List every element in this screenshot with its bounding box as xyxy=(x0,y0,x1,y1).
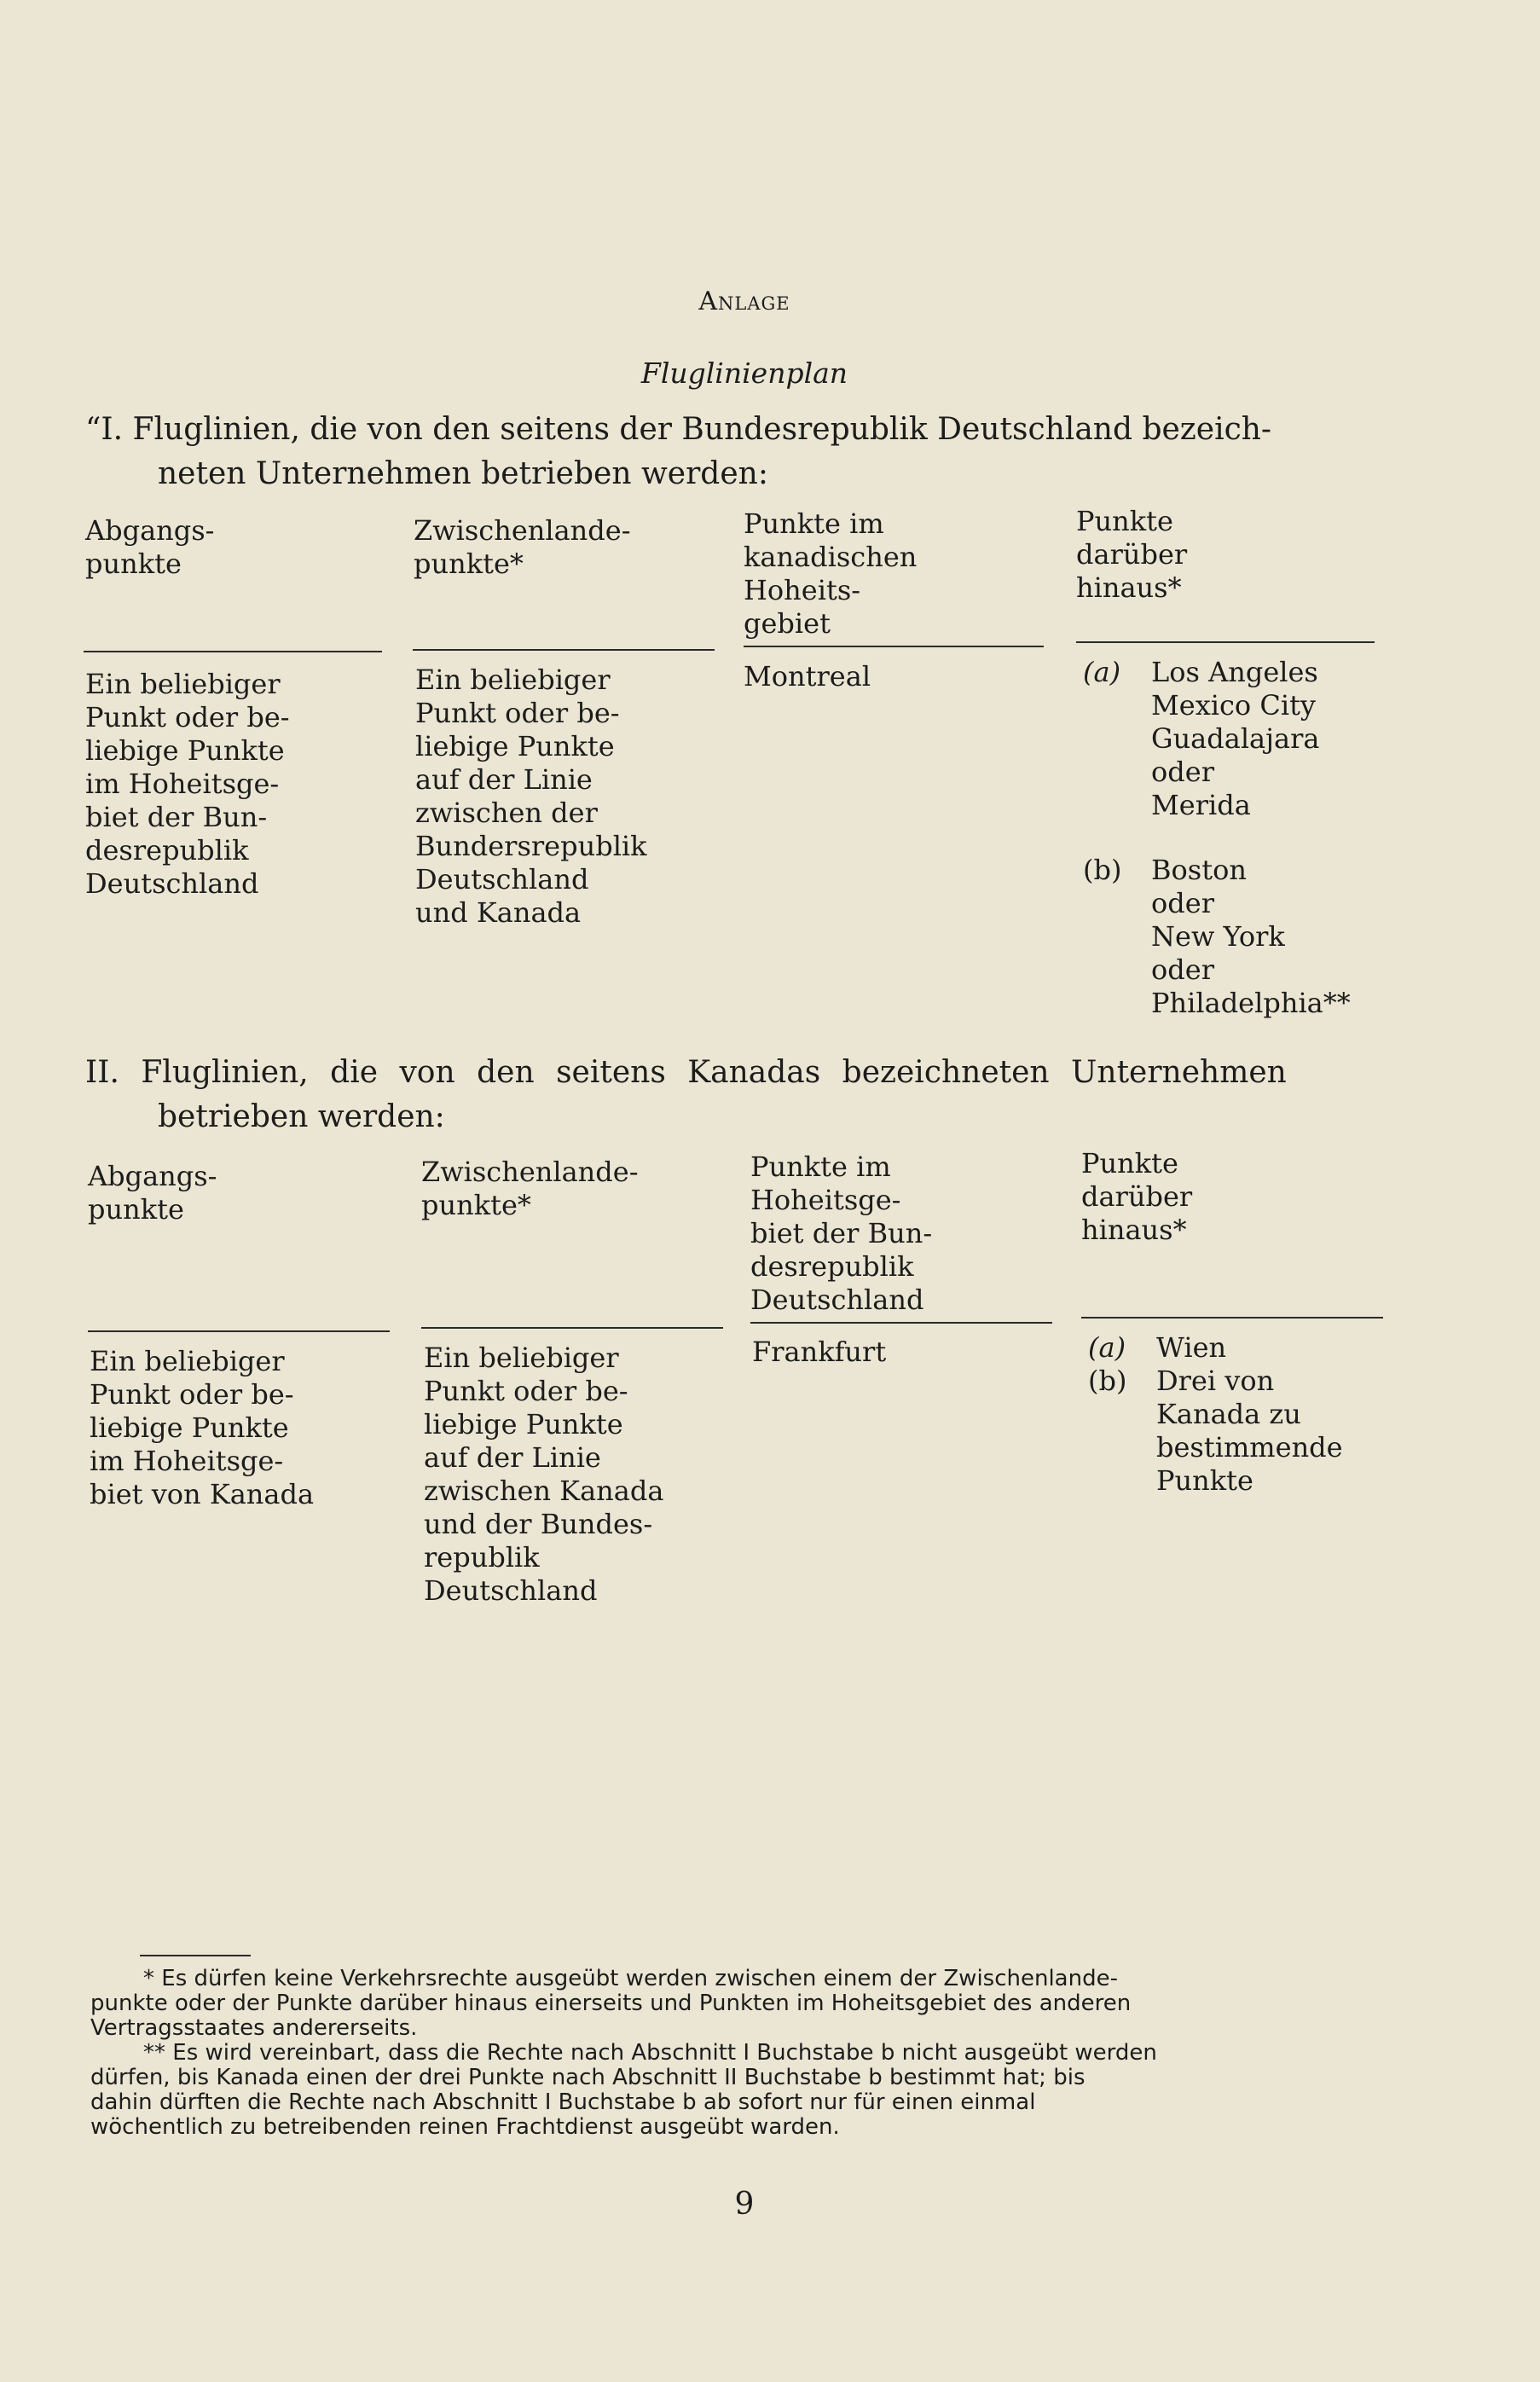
s1-col2-body xyxy=(415,664,647,930)
cell-line: Punkte xyxy=(1156,1464,1253,1497)
s2-col1-body xyxy=(90,1345,314,1511)
s2-column-rule xyxy=(421,1327,723,1329)
s1-col1-body xyxy=(85,668,290,901)
header-line: desrepublik xyxy=(750,1250,914,1283)
route-option-b xyxy=(1088,1365,1343,1498)
s2-col3-body xyxy=(752,1336,886,1369)
cell-line: Boston xyxy=(1151,854,1247,886)
section1-intro xyxy=(85,408,1416,496)
option-label: (a) xyxy=(1083,656,1121,688)
header-line: punkte* xyxy=(414,548,524,580)
footnote-line: punkte oder der Punkte darüber hinaus einerseits und Punkten im Hoheitsgebiet des anderen xyxy=(90,1991,1132,2016)
option-label: (a) xyxy=(1088,1331,1126,1364)
header-line: Punkte xyxy=(1081,1147,1178,1179)
plan-title: Fluglinienplan xyxy=(640,356,848,390)
section2-intro-line: betrieben werden: xyxy=(158,1099,445,1134)
cell-line: Ein beliebiger xyxy=(415,664,611,696)
footnote-line: Vertragsstaates andererseits. xyxy=(90,2015,418,2041)
cell-line: im Hoheitsge- xyxy=(90,1445,284,1477)
cell-line: oder xyxy=(1151,756,1214,788)
header-line: Hoheits- xyxy=(744,574,861,606)
cell-line: Drei von xyxy=(1156,1365,1275,1397)
footnote-line: ** Es wird vereinbart, dass die Rechte nach Abschnitt I Buchstabe b nicht ausgeübt werden xyxy=(143,2040,1157,2066)
cell-line: Frankfurt xyxy=(752,1336,887,1368)
header-line: punkte xyxy=(85,548,182,580)
header-line: punkte xyxy=(88,1193,184,1226)
s2-column-rule xyxy=(88,1330,390,1332)
s2-header-darueber-hinaus xyxy=(1081,1147,1192,1247)
cell-line: biet der Bun- xyxy=(85,801,268,833)
cell-line: New York xyxy=(1151,920,1285,953)
section1-intro-line: neten Unternehmen betrieben werden: xyxy=(158,456,768,491)
route-option-a xyxy=(1088,1331,1343,1365)
header-line: Punkte xyxy=(1076,505,1173,537)
cell-line: republik xyxy=(424,1541,540,1574)
cell-line: Ein beliebiger xyxy=(90,1345,285,1377)
cell-line: Wien xyxy=(1156,1331,1227,1364)
route-option-a xyxy=(1083,656,1351,822)
header-line: Punkte im xyxy=(750,1150,891,1183)
cell-line: desrepublik xyxy=(85,834,249,866)
header-line: darüber xyxy=(1081,1180,1193,1213)
page-number: 9 xyxy=(734,2187,755,2222)
s1-column-rule xyxy=(413,649,715,651)
cell-line: oder xyxy=(1151,953,1214,986)
cell-line: liebige Punkte xyxy=(415,730,615,762)
cell-line: Bundersrepublik xyxy=(415,830,647,862)
cell-line: im Hoheitsge- xyxy=(85,768,280,800)
option-label: (b) xyxy=(1088,1365,1127,1397)
cell-line: bestimmende xyxy=(1156,1431,1343,1463)
cell-line: Punkt oder be- xyxy=(424,1375,628,1407)
cell-line: Deutschland xyxy=(415,863,589,895)
cell-line: und Kanada xyxy=(415,896,582,929)
cell-line: und der Bundes- xyxy=(424,1508,653,1540)
cell-line: Punkt oder be- xyxy=(90,1378,294,1411)
header-line: hinaus* xyxy=(1076,571,1182,604)
s1-col3-body xyxy=(744,660,871,693)
s1-column-rule xyxy=(1076,641,1375,643)
s2-header-deutsche-punkte xyxy=(750,1150,932,1317)
s1-column-rule xyxy=(744,646,1044,647)
cell-line: biet von Kanada xyxy=(90,1478,315,1510)
s1-header-darueber-hinaus xyxy=(1076,505,1187,605)
s2-header-zwischenlandepunkte xyxy=(421,1156,639,1222)
cell-line: liebige Punkte xyxy=(90,1411,289,1444)
cell-line: Punkt oder be- xyxy=(415,697,620,729)
s1-header-kanadische-punkte xyxy=(744,507,917,640)
footnote-line: * Es dürfen keine Verkehrsrechte ausgeübt werden zwischen einem der Zwischenlande- xyxy=(143,1966,1118,1991)
header-line: Zwischenlande- xyxy=(414,514,631,547)
cell-line: Ein beliebiger xyxy=(424,1342,619,1374)
header-line: hinaus* xyxy=(1081,1214,1187,1246)
header-line: Abgangs- xyxy=(88,1160,217,1192)
cell-line: Philadelphia** xyxy=(1151,987,1351,1019)
cell-line: auf der Linie xyxy=(415,763,593,796)
cell-line: liebige Punkte xyxy=(424,1408,623,1440)
s1-header-zwischenlandepunkte xyxy=(414,514,631,581)
footnote-line: dahin dürften die Rechte nach Abschnitt I Buchstabe b ab sofort nur für einen einmal xyxy=(90,2089,1036,2115)
footnote-line: wöchentlich zu betreibenden reinen Frachtdienst ausgeübt warden. xyxy=(90,2114,840,2140)
s2-col4-body xyxy=(1088,1331,1343,1498)
section2-intro xyxy=(85,1051,1416,1139)
s2-column-rule xyxy=(750,1322,1052,1324)
header-line: kanadischen xyxy=(744,541,918,573)
cell-line: Mexico City xyxy=(1151,689,1316,722)
header-line: punkte* xyxy=(421,1189,531,1221)
s2-col2-body xyxy=(424,1342,663,1608)
header-line: Abgangs- xyxy=(85,514,215,547)
cell-line: Kanada zu xyxy=(1156,1398,1301,1430)
footnote-line: dürfen, bis Kanada einen der drei Punkte nach Abschnitt II Buchstabe b bestimmt hat; bis xyxy=(90,2065,1086,2090)
option-label: (b) xyxy=(1083,854,1122,886)
header-line: gebiet xyxy=(744,607,831,640)
cell-line: zwischen der xyxy=(415,797,598,829)
cell-line: Guadalajara xyxy=(1151,722,1320,755)
cell-line: Ein beliebiger xyxy=(85,668,281,700)
header-line: Zwischenlande- xyxy=(421,1156,639,1188)
header-line: darüber xyxy=(1076,538,1188,571)
s1-column-rule xyxy=(84,651,382,652)
s1-col4-body xyxy=(1083,656,1351,1020)
cell-line: Los Angeles xyxy=(1151,656,1318,688)
header-line: Deutschland xyxy=(750,1284,924,1316)
cell-line: zwischen Kanada xyxy=(424,1475,664,1507)
cell-line: Punkt oder be- xyxy=(85,701,290,733)
cell-line: Merida xyxy=(1151,789,1251,821)
footnote-rule xyxy=(140,1955,251,1956)
cell-line: Deutschland xyxy=(85,867,259,900)
section2-intro-line: II. Fluglinien, die von den seitens Kanadas bezeichneten Unternehmen xyxy=(85,1055,1287,1090)
s2-header-abgangspunkte xyxy=(88,1160,217,1226)
header-line: Punkte im xyxy=(744,507,884,540)
cell-line: liebige Punkte xyxy=(85,734,285,767)
cell-line: auf der Linie xyxy=(424,1441,601,1474)
cell-line: Deutschland xyxy=(424,1574,598,1607)
s1-header-abgangspunkte xyxy=(85,514,214,581)
header-line: Hoheitsge- xyxy=(750,1184,901,1216)
cell-line: Montreal xyxy=(744,660,871,693)
footnotes xyxy=(90,1967,1395,2140)
section1-intro-line: “I. Fluglinien, die von den seitens der Bundesrepublik Deutschland bezeich- xyxy=(85,412,1272,447)
header-line: biet der Bun- xyxy=(750,1217,933,1249)
anlage-heading: Anlage xyxy=(698,287,790,316)
s2-column-rule xyxy=(1081,1317,1383,1319)
route-option-b xyxy=(1083,854,1351,1020)
cell-line: oder xyxy=(1151,887,1214,919)
